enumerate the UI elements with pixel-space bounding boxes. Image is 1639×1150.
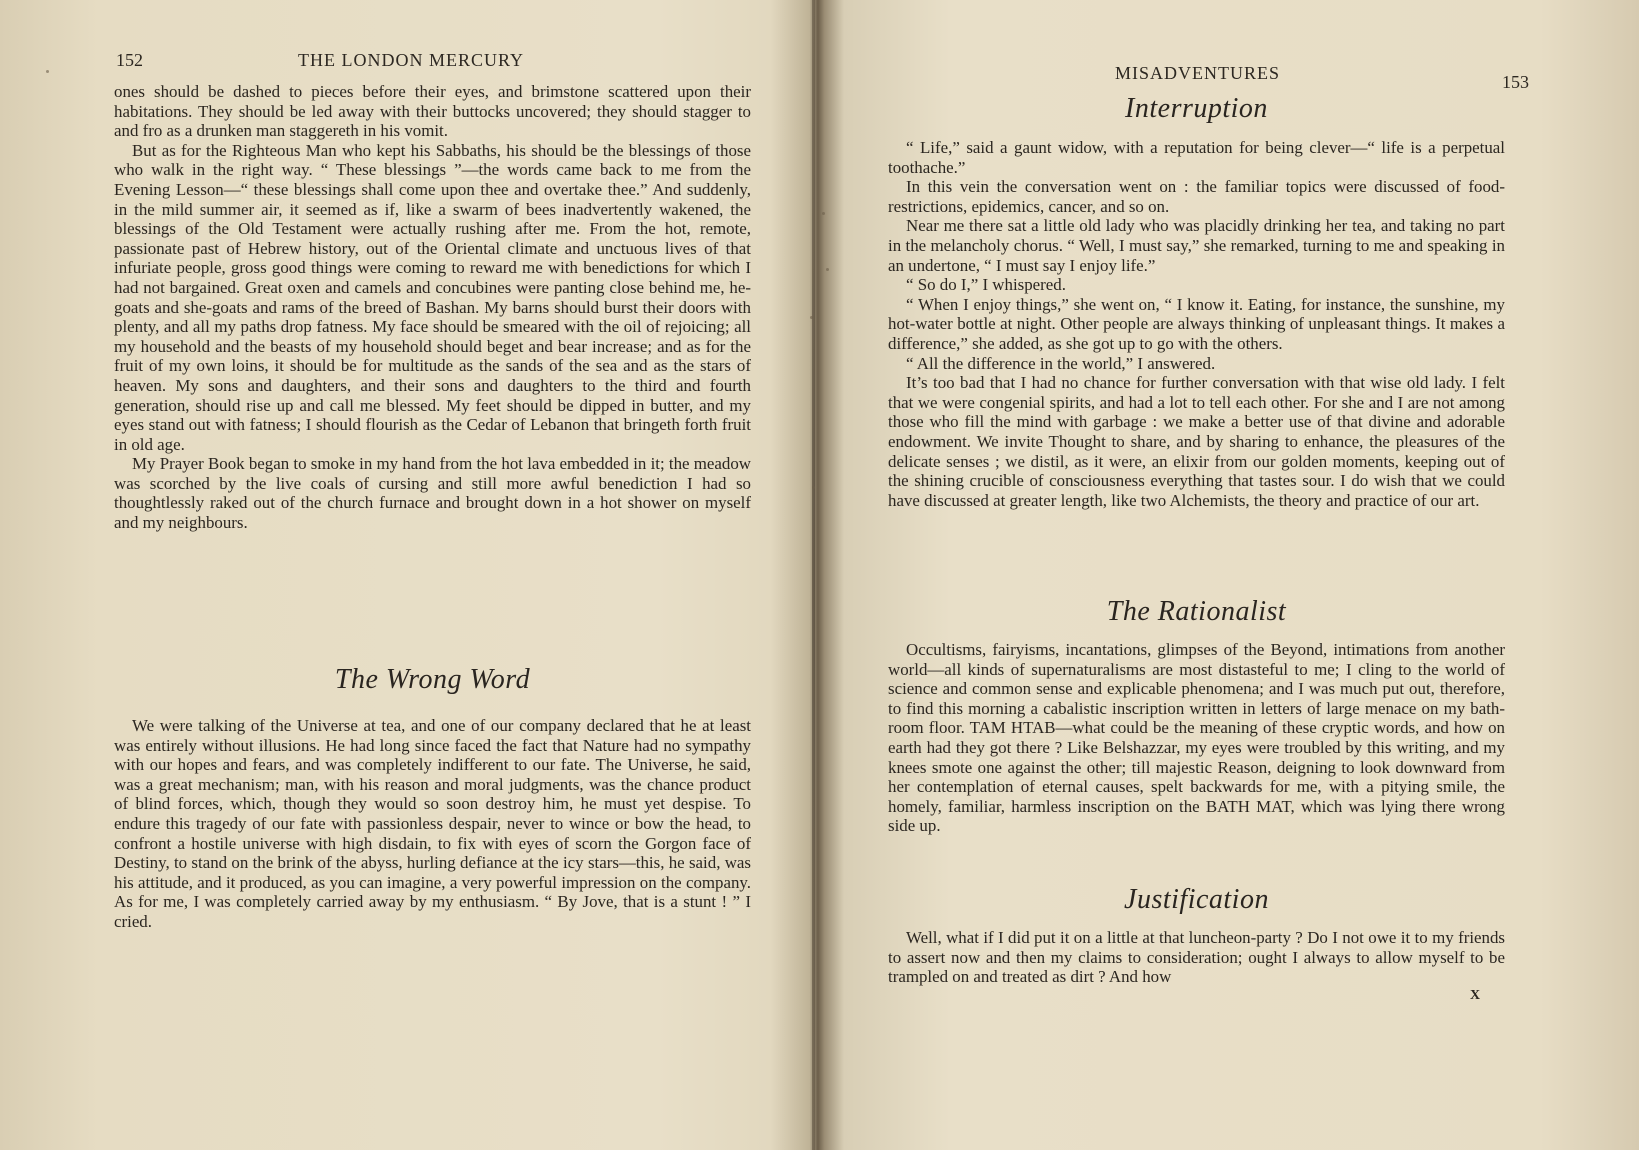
paper-speck bbox=[812, 486, 815, 489]
right-running-head: MISADVENTURES bbox=[1115, 63, 1281, 83]
left-page bbox=[0, 0, 815, 1150]
section-title-interruption: Interruption bbox=[1125, 93, 1268, 124]
right-page bbox=[815, 0, 1639, 1150]
paragraph: “ Life,” said a gaunt widow, with a reputation for being clever—“ life is a perpetual toothache.” bbox=[888, 138, 1505, 177]
section-title-justification: Justification bbox=[1124, 884, 1269, 915]
paragraph: “ So do I,” I whispered. bbox=[906, 275, 1066, 295]
interruption-body-text bbox=[888, 138, 1505, 510]
rationalist-body-text bbox=[888, 640, 1505, 836]
paragraph: ones should be dashed to pieces before their eyes, and brimstone scattered upon their habitations. They should be led away with their buttocks uncovered; they should stagger to and fro as a drunken man staggereth in his vomit. bbox=[114, 82, 751, 141]
left-page-number: 152 bbox=[116, 50, 143, 70]
paper-speck bbox=[822, 212, 825, 215]
paper-speck bbox=[46, 70, 49, 73]
paragraph: But as for the Righteous Man who kept his Sabbaths, his should be the blessings of those who walk in the right way. “ These blessings ”—the words came back to me from the Evening Lesson—“ these blessings shall come upon thee and overtake thee.” And suddenly, in the mild summer air, it seemed as if, like a swarm of bees inadvertently wakened, the blessings of the Old Testament were actually rushing after me. From the hot, remote, passionate past of Hebrew history, out of the Oriental climate and unctuous lives of that infuriate people, gross good things were coming to reward me with benedictions for which I had not bargained. Great oxen and camels and concubines were panting close behind me, he-goats and she-goats and rams of the breed of Bashan. My barns should burst their doors with plenty, and all my paths drop fatness. My face should be smeared with the oil of rejoicing; all my household and the beasts of my household should beget and bear increase; and as for the fruit of my own loins, it should be for multitude as the sands of the sea and as the stars of heaven. My sons and daughters, and their sons and daughters to the third and fourth generation, should rise up and call me blessed. My feet should be dipped in butter, and my eyes stand out with fatness; I should flourish as the Cedar of Lebanon that bringeth forth fruit in old age. bbox=[114, 140, 751, 454]
left-running-head: THE LONDON MERCURY bbox=[298, 50, 525, 70]
paragraph: “ When I enjoy things,” she went on, “ I know it. Eating, for instance, the sunshine, my hot-water bottle at night. Other people are always thinking of unpleasant things. It makes a difference,” she added, as she got up to go with the others. bbox=[888, 294, 1505, 353]
paragraph: We were talking of the Universe at tea, and one of our company declared that he at least was entirely without illusions. He had long since faced the fact that Nature had no sympathy with our hopes and fears, and was completely indifferent to our fate. The Universe, he said, was a great mechanism; man, with his reason and moral judgments, was the chance product of blind forces, which, though they would so soon destroy him, he must yet despise. To endure this tragedy of our fate with passionless despair, never to wince or bow the head, to confront a hostile universe with high disdain, to fix with eyes of scorn the Gorgon face of Destiny, to stand on the brink of the abyss, hurling defiance at the icy stars—this, he said, was his attitude, and it produced, as you can imagine, a very powerful impression on the company. As for me, I was completely carried away by my enthusiasm. “ By Jove, that is a stunt ! ” I cried. bbox=[114, 716, 751, 931]
right-page-number: 153 bbox=[1502, 72, 1529, 92]
paper-speck bbox=[826, 268, 829, 271]
paragraph: Well, what if I did put it on a little at that luncheon-party ? Do I not owe it to my friends to assert now and then my claims to consideration; ought I always to allow myself to be trampled on and treated as dirt ? And how bbox=[888, 928, 1505, 987]
paragraph: In this vein the conversation went on : the familiar topics were discussed of food-restrictions, epidemics, cancer, and so on. bbox=[888, 177, 1505, 216]
paragraph: My Prayer Book began to smoke in my hand from the hot lava embedded in it; the meadow was scorched by the live coals of cursing and still more awful benediction I had so thoughtlessly raked out of the church furnace and brought down in a hot shower on myself and my neighbours. bbox=[114, 454, 751, 533]
section-title-rationalist: The Rationalist bbox=[1106, 596, 1287, 627]
paragraph: Near me there sat a little old lady who was placidly drinking her tea, and taking no part in the melancholy chorus. “ Well, I must say,” she remarked, turning to me and speaking in an undertone, “ I must say I enjoy life.” bbox=[888, 216, 1505, 275]
left-body-text bbox=[114, 82, 751, 533]
signature-mark: X bbox=[1470, 988, 1481, 1003]
paper-speck bbox=[810, 316, 813, 319]
section-title-wrong-word: The Wrong Word bbox=[334, 664, 531, 695]
wrong-word-body-text bbox=[114, 716, 751, 932]
paragraph: Occultisms, fairyisms, incantations, glimpses of the Beyond, intimations from another world—all kinds of supernaturalisms are most distasteful to me; I cling to the world of science and common sense and explicable phenomena; and I was much put out, therefore, to find this morning a cabalistic inscription written in letters of large menace on my bath-room floor. TAM HTAB—what could be the meaning of these cryptic words, and how on earth had they got there ? Like Belshazzar, my eyes were troubled by this writing, and my knees smote one against the other; till majestic Reason, deigning to look downward from her contemplation of eternal causes, spelt backwards for me, with a pitying smile, the homely, familiar, harmless inscription on the BATH MAT, which was lying there wrong side up. bbox=[888, 640, 1505, 836]
paragraph: “ All the difference in the world,” I answered. bbox=[906, 353, 1216, 373]
justification-body-text bbox=[888, 928, 1505, 987]
paragraph: It’s too bad that I had no chance for further conversation with that wise old lady. I felt that we were congenial spirits, and had a lot to tell each other. For she and I are not among those who fill the mind with garbage : we make a better use of that divine and adorable endowment. We invite Thought to share, and by sharing to enhance, the pleasures of the delicate senses ; we distil, as it were, an elixir from our golden moments, keeping out of the shining crucible of consciousness everything that tastes sour. I do wish that we could have discussed at greater length, like two Alchemists, the theory and practice of our art. bbox=[888, 373, 1505, 510]
